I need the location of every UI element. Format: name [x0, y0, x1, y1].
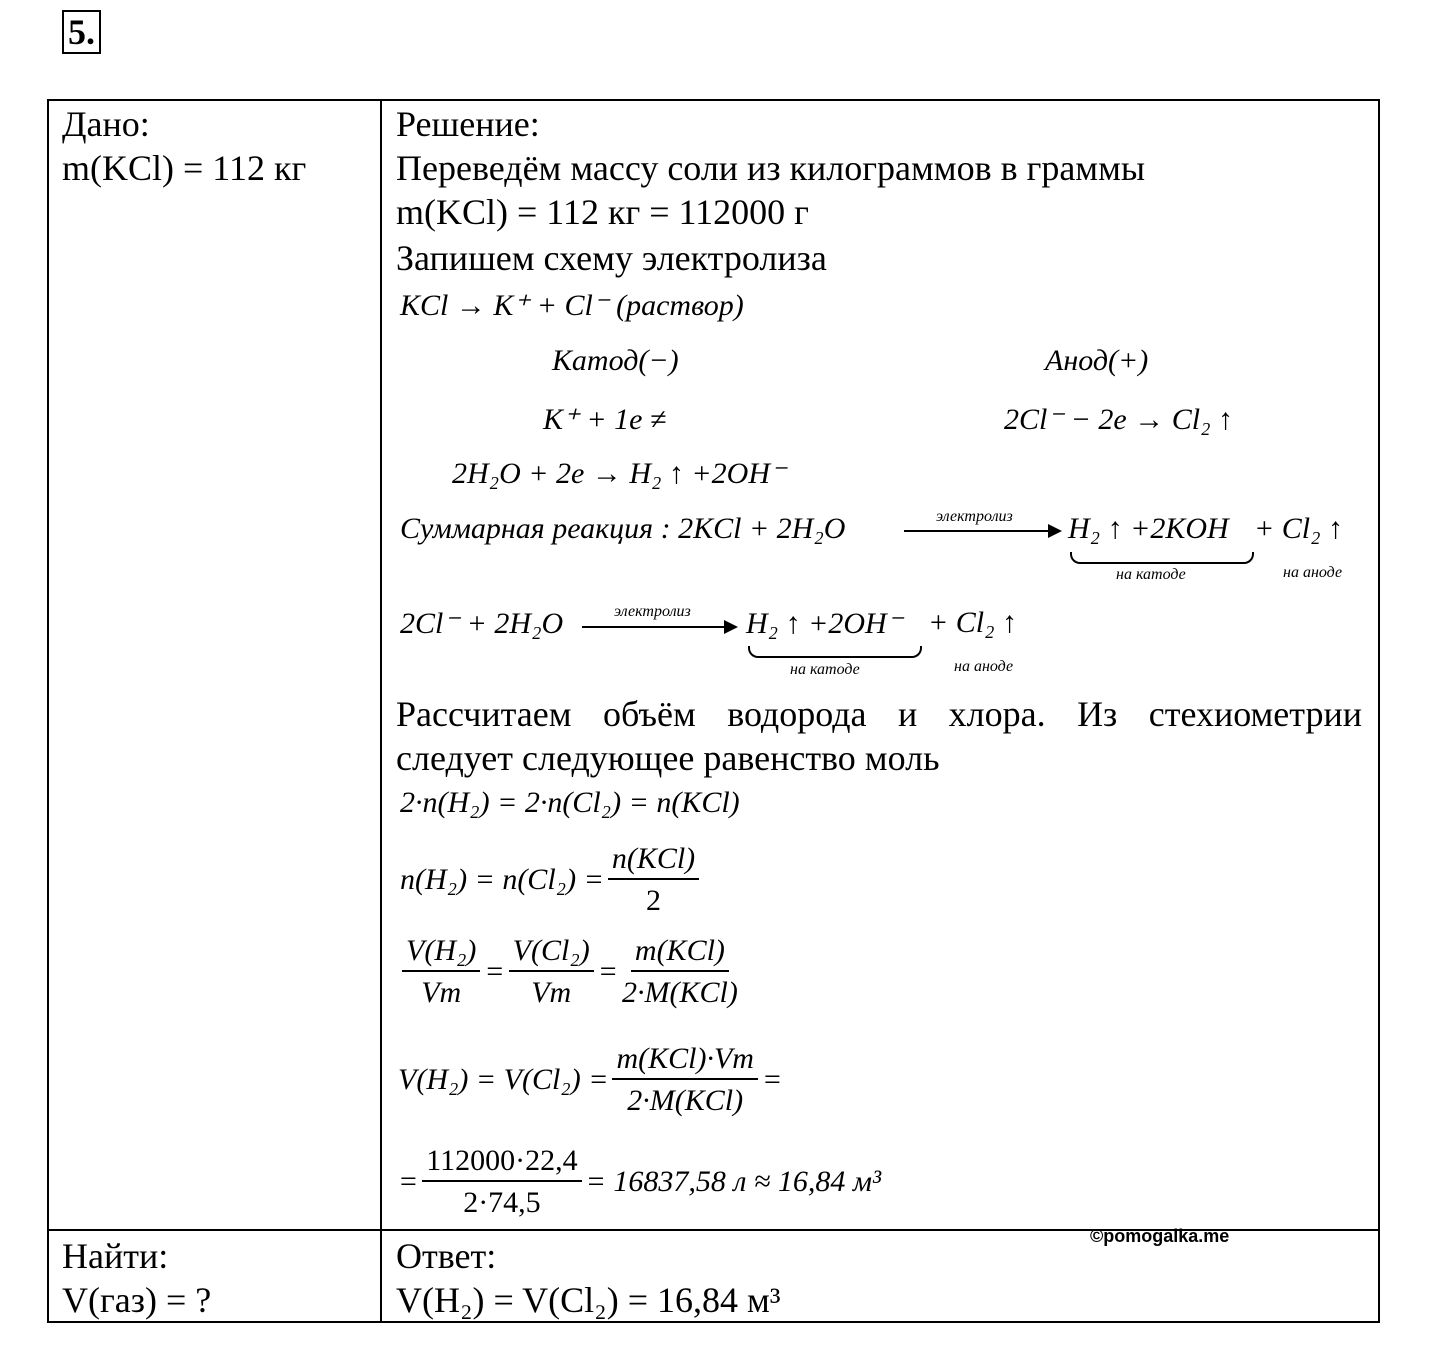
numeric-numerator: 112000·22,4 [422, 1144, 581, 1182]
ionic-reaction-products: H₂ ↑ +2OH⁻ [746, 607, 903, 640]
cathode-equation-2: 2H₂O + 2e → H₂ ↑ +2OH⁻ [452, 457, 786, 490]
answer-line: V(H₂) = V(Cl₂) = 16,84 м³ [396, 1280, 781, 1320]
volume-ratio-cl2-num: V(Cl₂) [509, 934, 594, 972]
volume-ratio-formula [398, 934, 742, 1010]
volume-ratio-h2 [402, 934, 480, 1010]
problem-number: 5. [62, 10, 101, 54]
ionic-reaction-arrow [582, 626, 736, 628]
ionic-on-anode: на аноде [954, 658, 1014, 675]
solution-line-convert: Переведём массу соли из килограммов в граммы [396, 148, 1146, 188]
ionic-reaction-left: 2Cl⁻ + 2H₂O [400, 607, 564, 640]
ionic-cathode-brace [748, 646, 922, 658]
numeric-fraction [422, 1144, 581, 1220]
watermark: ©pomogalka.me [1090, 1226, 1230, 1246]
volume-ratio-cl2 [509, 934, 594, 1010]
summary-reaction-arrow [904, 530, 1060, 532]
volume-formula-left: V(H₂) = V(Cl₂) = [398, 1063, 609, 1096]
volume-ratio-cl2-den: Vm [531, 976, 572, 1009]
summary-reaction-products: H₂ ↑ +2KOH [1068, 512, 1229, 545]
volume-formula-num: m(KCl)·Vm [612, 1042, 758, 1080]
solution-line-scheme: Запишем схему электролиза [396, 238, 827, 278]
ionic-reaction-cl2: + Cl₂ ↑ [928, 606, 1018, 639]
summary-on-cathode: на катоде [1116, 566, 1186, 583]
mole-formula-denominator: 2 [646, 884, 661, 917]
solution-heading: Решение: [396, 104, 540, 144]
equals-sign-2: = [597, 955, 618, 988]
mole-formula-numerator: n(KCl) [608, 842, 699, 880]
anode-equation: 2Cl⁻ − 2e → Cl₂ ↑ [1004, 403, 1234, 436]
find-question: V(газ) = ? [62, 1280, 212, 1320]
numeric-result: = 16837,58 л ≈ 16,84 м³ [585, 1165, 882, 1198]
ionic-on-cathode: на катоде [790, 661, 860, 678]
mole-formula-left: n(H₂) = n(Cl₂) = [400, 863, 604, 896]
table-column-divider [380, 99, 382, 1323]
cathode-label: Катод(−) [552, 344, 679, 377]
given-mass: m(KCl) = 112 кг [62, 148, 307, 188]
answer-heading: Ответ: [396, 1236, 497, 1276]
equals-sign-3: = [761, 1063, 783, 1096]
summary-reaction-left: Суммарная реакция : 2KCl + 2H₂O [400, 512, 846, 545]
summary-arrow-label: электролиз [936, 508, 1013, 525]
mole-formula-fraction [608, 842, 699, 918]
given-heading: Дано: [62, 104, 150, 144]
summary-on-anode: на аноде [1283, 564, 1343, 581]
mass-ratio [622, 934, 738, 1010]
equals-sign-1: = [484, 955, 505, 988]
mole-equality: 2·n(H₂) = 2·n(Cl₂) = n(KCl) [400, 786, 740, 819]
calculation-text-1: Рассчитаем объём водорода и хлора. Из стехиометрии [396, 694, 1362, 734]
numeric-calculation [398, 1144, 881, 1220]
volume-formula-den: 2·M(KCl) [627, 1084, 744, 1117]
calculation-text-2: следует следующее равенство моль [396, 738, 940, 778]
summary-cathode-brace [1070, 552, 1254, 564]
volume-formula-fraction [612, 1042, 758, 1118]
mass-ratio-num: m(KCl) [631, 934, 729, 972]
ionic-arrow-label: электролиз [614, 603, 691, 620]
equals-sign-4: = [398, 1165, 419, 1198]
dissociation-equation: KCl → K⁺ + Cl⁻ (раствор) [400, 289, 744, 322]
volume-ratio-h2-den: Vm [421, 976, 462, 1009]
find-heading: Найти: [62, 1236, 169, 1276]
mole-formula [400, 842, 703, 918]
volume-ratio-h2-num: V(H₂) [402, 934, 480, 972]
volume-formula [398, 1042, 782, 1118]
summary-reaction-cl2: + Cl₂ ↑ [1254, 512, 1344, 545]
anode-label: Анод(+) [1045, 344, 1149, 377]
numeric-denominator: 2·74,5 [463, 1186, 541, 1219]
solution-line-mass: m(KCl) = 112 кг = 112000 г [396, 192, 809, 232]
cathode-equation-1: K⁺ + 1e ≠ [543, 403, 667, 436]
mass-ratio-den: 2·M(KCl) [622, 976, 738, 1009]
